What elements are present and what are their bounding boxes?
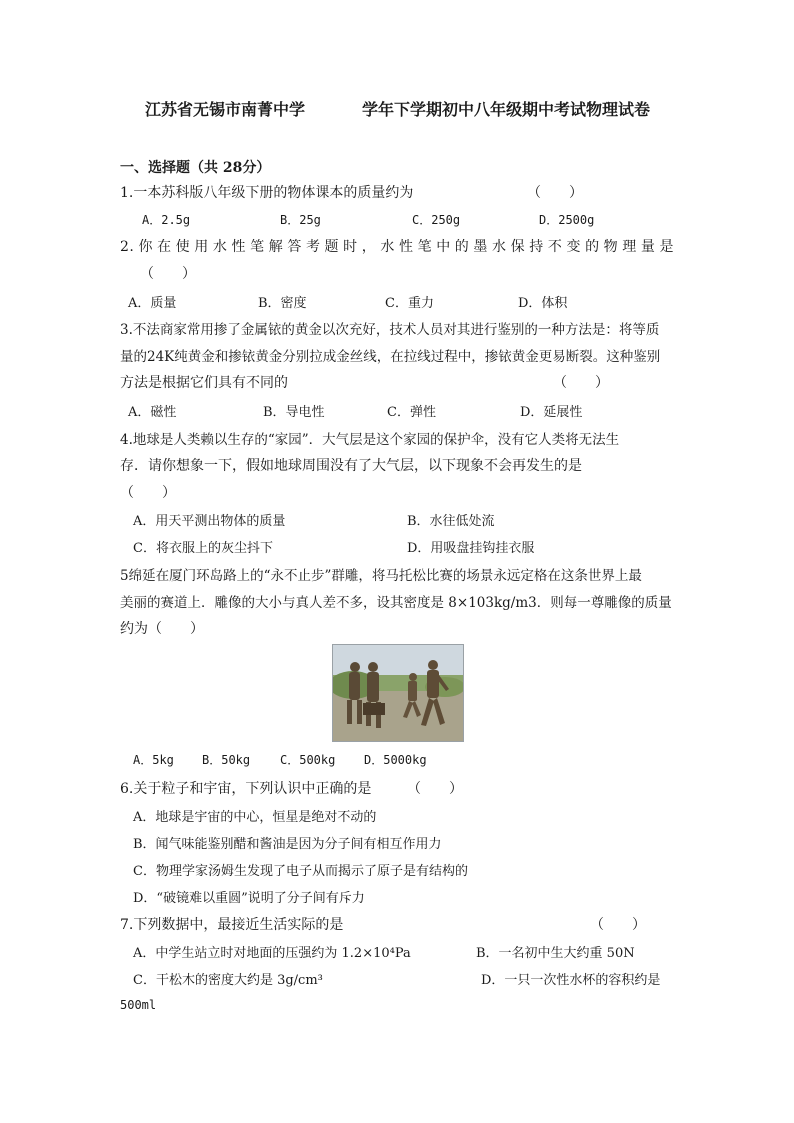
question-4-option-b: B．水往低处流 bbox=[407, 514, 495, 529]
section-heading: 一、选择题（共 28分） bbox=[120, 160, 271, 176]
question-4-answer-paren: （ ） bbox=[120, 485, 176, 501]
question-3-option-a: A．磁性 bbox=[128, 405, 177, 420]
question-2-answer-paren: （ ） bbox=[140, 266, 196, 282]
question-7-stem: 7.下列数据中，最接近生活实际的是 bbox=[120, 917, 344, 933]
question-6-option-c: C．物理学家汤姆生发现了电子从而揭示了原子是有结构的 bbox=[133, 864, 468, 879]
question-3-stem-line-3: 方法是根据它们具有不同的 bbox=[120, 375, 288, 391]
exam-title-school: 江苏省无锡市南菁中学 bbox=[145, 100, 306, 119]
question-7-option-c: C．干松木的密度大约是 3g/cm³ bbox=[133, 973, 323, 988]
question-1-option-d: D．2500g bbox=[539, 213, 595, 227]
question-2-option-b: B．密度 bbox=[258, 296, 307, 311]
sculpture-photo bbox=[332, 644, 464, 742]
question-2-option-c: C．重力 bbox=[385, 296, 434, 311]
question-6-stem: 6.关于粒子和宇宙，下列认识中正确的是 bbox=[120, 781, 372, 797]
question-5-option-d: D．5000kg bbox=[364, 753, 427, 767]
question-3-stem-line-1: 3.不法商家常用掺了金属铱的黄金以次充好，技术人员对其进行鉴别的一种方法是：将等质 bbox=[120, 322, 660, 338]
question-1-option-c: C．250g bbox=[412, 213, 461, 227]
question-3-option-c: C．弹性 bbox=[387, 405, 436, 420]
question-1-option-a: A．2.5g bbox=[142, 213, 191, 227]
question-3-answer-paren: （ ） bbox=[553, 375, 609, 391]
question-1-option-b: B．25g bbox=[280, 213, 321, 227]
question-1-answer-paren: （ ） bbox=[527, 185, 583, 201]
question-6-option-a: A．地球是宇宙的中心，恒星是绝对不动的 bbox=[133, 810, 377, 825]
question-7-option-d: D．一只一次性水杯的容积约是 bbox=[481, 973, 661, 988]
question-1-stem: 1.一本苏科版八年级下册的物体课本的质量约为 bbox=[120, 185, 414, 201]
question-4-option-c: C．将衣服上的灰尘抖下 bbox=[133, 541, 273, 556]
question-4-option-a: A．用天平测出物体的质量 bbox=[133, 514, 286, 529]
question-2-option-d: D．体积 bbox=[518, 296, 568, 311]
question-7-option-b: B．一名初中生大约重 50N bbox=[476, 946, 635, 961]
question-4-stem-line-1: 4.地球是人类赖以生存的“家园”．大气层是这个家园的保护伞，没有它人类将无法生 bbox=[120, 432, 620, 448]
question-6-answer-paren: （ ） bbox=[407, 781, 463, 797]
question-3-stem-line-2: 量的24K纯黄金和掺铱黄金分别拉成金丝线，在拉线过程中，掺铱黄金更易断裂。这种鉴别 bbox=[120, 349, 661, 365]
question-5-stem-line-2: 美丽的赛道上．雕像的大小与真人差不多，设其密度是 8×103kg/m3．则每一尊雕像的质量 bbox=[120, 595, 672, 611]
question-6-option-b: B．闻气味能鉴别醋和酱油是因为分子间有相互作用力 bbox=[133, 837, 442, 852]
question-5-option-b: B．50kg bbox=[202, 753, 251, 767]
question-4-option-d: D．用吸盘挂钩挂衣服 bbox=[407, 541, 535, 556]
exam-title-subject: 学年下学期初中八年级期中考试物理试卷 bbox=[362, 100, 651, 119]
question-4-stem-line-2: 存．请你想象一下，假如地球周围没有了大气层，以下现象不会再发生的是 bbox=[120, 458, 582, 474]
question-2-option-a: A．质量 bbox=[128, 296, 177, 311]
question-6-option-d: D．“破镜难以重圆”说明了分子间有斥力 bbox=[133, 891, 365, 906]
question-5-option-a: A．5kg bbox=[133, 753, 174, 767]
question-2-stem: 2.你在使用水性笔解答考题时，水性笔中的墨水保持不变的物理量是 bbox=[120, 239, 674, 255]
question-5-stem-line-1: 5绵延在厦门环岛路上的“永不止步”群雕，将马托松比赛的场景永远定格在这条世界上最 bbox=[120, 568, 642, 584]
question-7-answer-paren: （ ） bbox=[590, 917, 646, 933]
question-3-option-b: B．导电性 bbox=[263, 405, 325, 420]
question-7-option-d-continued: 500ml bbox=[120, 998, 157, 1012]
question-7-option-a: A．中学生站立时对地面的压强约为 1.2×10⁴Pa bbox=[133, 946, 411, 961]
question-3-option-d: D．延展性 bbox=[520, 405, 583, 420]
question-5-stem-line-3: 约为（ ） bbox=[120, 621, 204, 637]
question-5-option-c: C．500kg bbox=[280, 753, 336, 767]
